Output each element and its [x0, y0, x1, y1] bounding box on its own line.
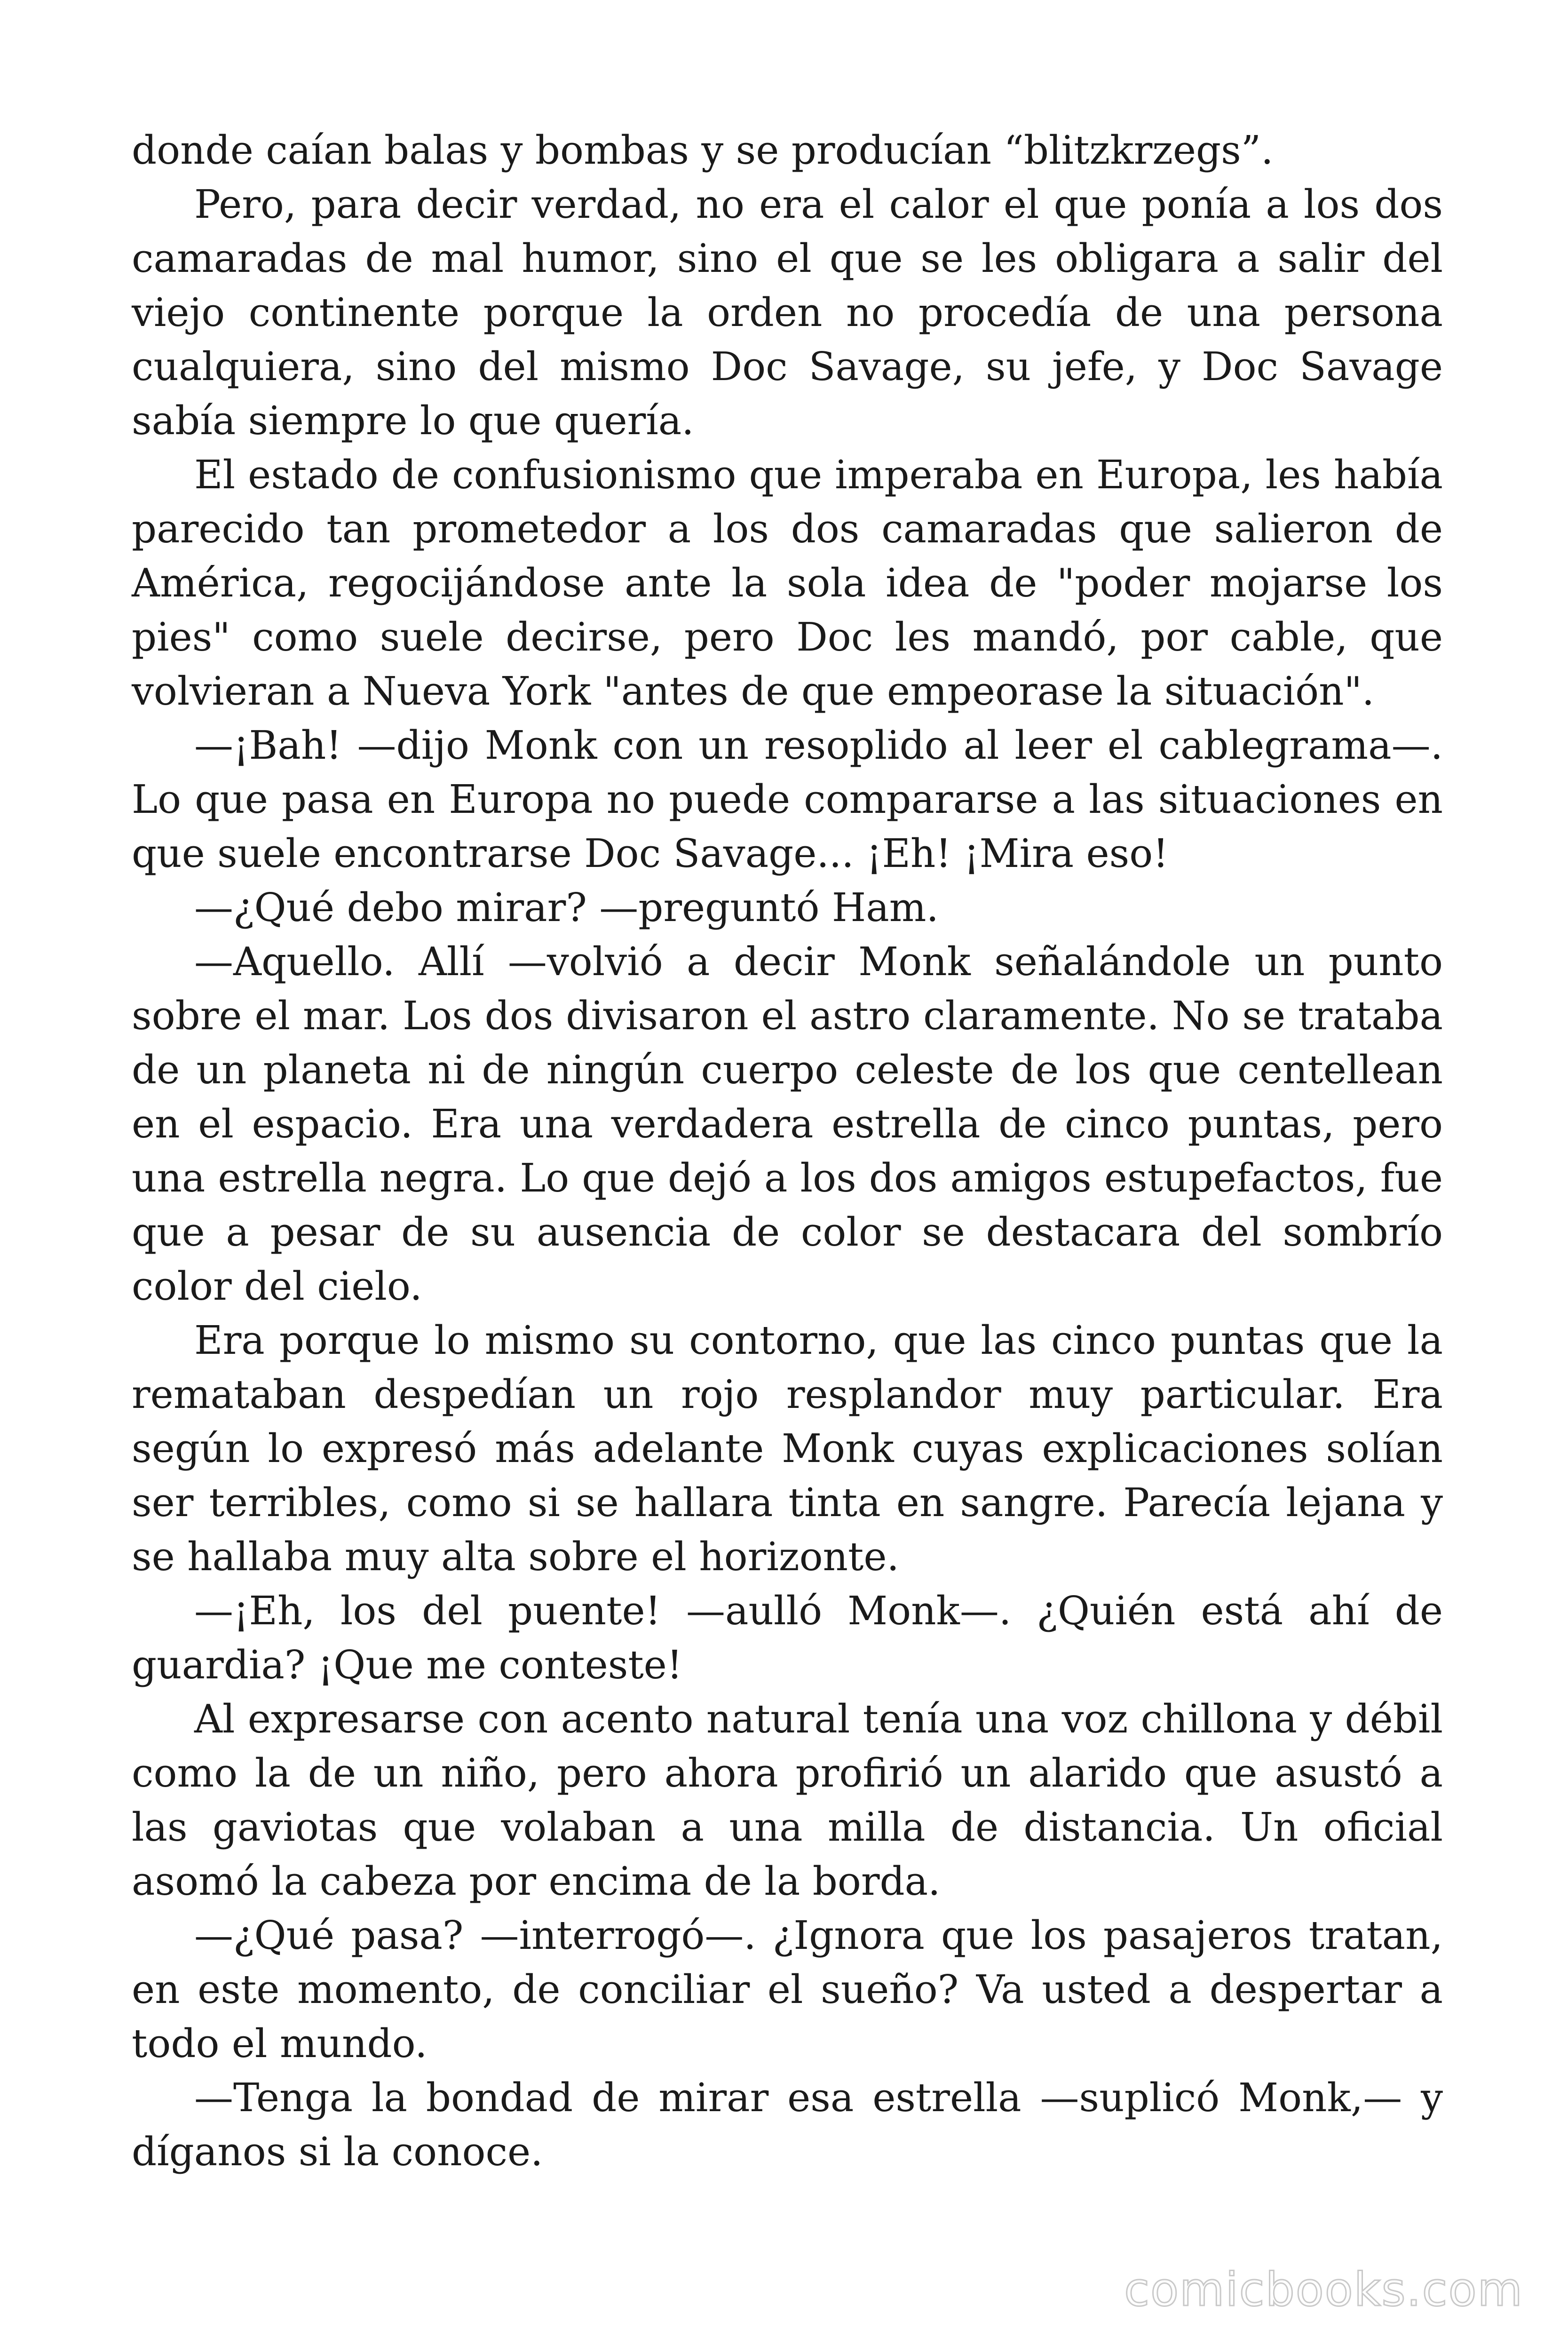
paragraph-6: —Aquello. Allí —volvió a decir Monk señalándole un punto sobre el mar. Los dos divisaron el astro claramente. No se trataba de un planeta ni de ningún cuerpo celeste de los que centellean en el espacio. Era una verdadera estrella de cinco puntas, pero una estrella negra. Lo que dejó a los dos amigos estupefactos, fue que a pesar de su ausencia de color se destacara del sombrío color del cielo.	[132, 939, 1443, 1309]
paragraph-4: —¡Bah! —dijo Monk con un resoplido al leer el cablegrama—. Lo que pasa en Europa no puede compararse a las situaciones en que suele encontrarse Doc Savage... ¡Eh! ¡Mira eso!	[132, 723, 1443, 876]
paragraph-1: donde caían balas y bombas y se producían “blitzkrzegs”.	[132, 127, 1274, 173]
paragraph-2: Pero, para decir verdad, no era el calor el que ponía a los dos camaradas de mal humor, sino el que se les obligara a salir del viejo continente porque la orden no procedía de una persona cualquiera, sino del mismo Doc Savage, su jefe, y Doc Savage sabía siempre lo que quería.	[132, 182, 1443, 444]
paragraph-5: —¿Qué debo mirar? —preguntó Ham.	[194, 885, 939, 930]
paragraph-10: —¿Qué pasa? —interrogó—. ¿Ignora que los pasajeros tratan, en este momento, de conciliar el sueño? Va usted a despertar a todo el mundo.	[132, 1913, 1443, 2066]
paragraph-8: —¡Eh, los del puente! —aulló Monk—. ¿Quién está ahí de guardia? ¡Que me conteste!	[132, 1588, 1443, 1688]
watermark: comicbooks.com	[1124, 2263, 1523, 2317]
paragraph-3: El estado de confusionismo que imperaba en Europa, les había parecido tan prometedor a los dos camaradas que salieron de América, regocijándose ante la sola idea de "poder mojarse los pies" como suele decirse, pero Doc les mandó, por cable, que volvieran a Nueva York "antes de que empeorase la situación".	[132, 452, 1443, 714]
body-text	[132, 123, 1443, 2179]
paragraph-7: Era porque lo mismo su contorno, que las cinco puntas que la remataban despedían un rojo resplandor muy particular. Era según lo expresó más adelante Monk cuyas explicaciones solían ser terribles, como si se hallara tinta en sangre. Parecía lejana y se hallaba muy alta sobre el horizonte.	[132, 1318, 1443, 1580]
paragraph-11: —Tenga la bondad de mirar esa estrella —suplicó Monk,— y díganos si la conoce.	[132, 2075, 1443, 2175]
paragraph-9: Al expresarse con acento natural tenía una voz chillona y débil como la de un niño, pero ahora profirió un alarido que asustó a las gaviotas que volaban a una milla de distancia. Un oficial asomó la cabeza por encima de la borda.	[132, 1696, 1443, 1904]
